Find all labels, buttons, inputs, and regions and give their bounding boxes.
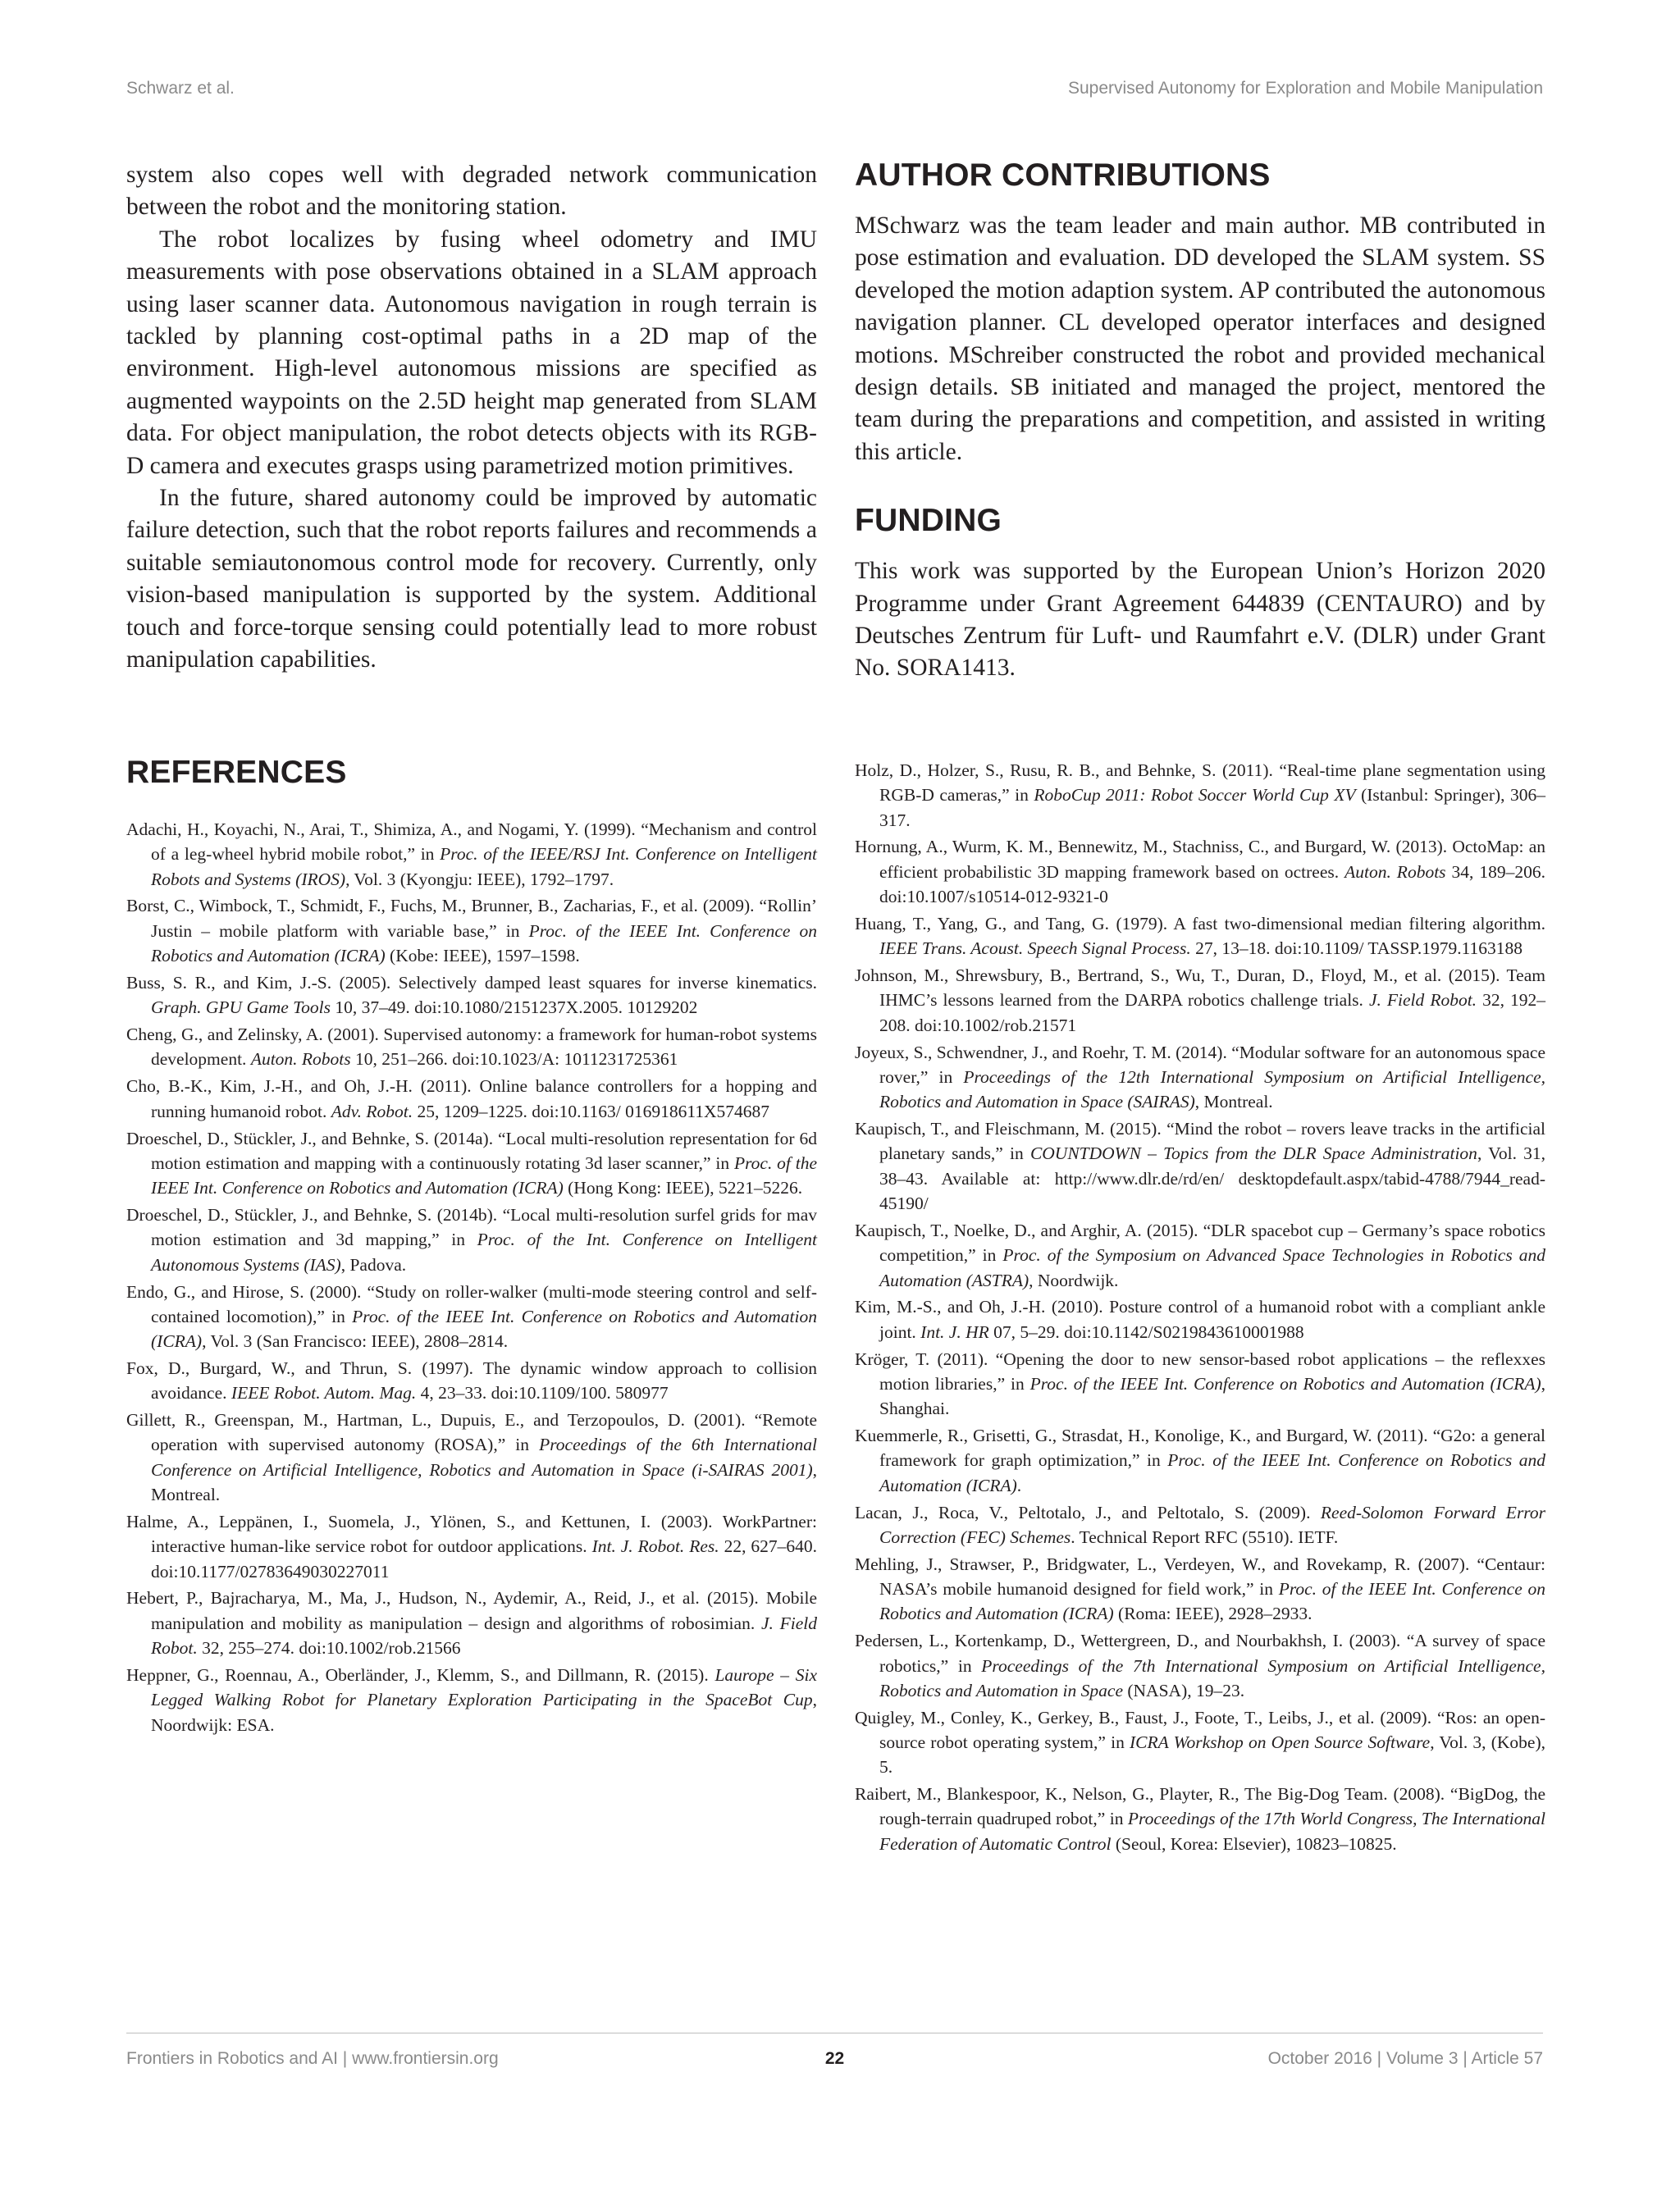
reference-text: Huang, T., Yang, G., and Tang, G. (1979). A fast two-dimensional median filtering algorithm.: [855, 913, 1545, 933]
reference-text: Kaupisch, T., Noelke, D., and Arghir, A. (2015). “DLR spacebot cup – Germany’s space robotics competition,” in: [855, 1220, 1545, 1266]
reference-details: (Hong Kong: IEEE), 5221–5226.: [563, 1178, 803, 1198]
reference-venue: Auton. Robots: [250, 1049, 351, 1070]
body-paragraph-1: system also copes well with degraded network communication between the robot and the monitoring station.: [126, 162, 817, 221]
right-body-column: [855, 157, 1545, 685]
reference-venue: J. Field Robot.: [151, 1613, 817, 1659]
reference-venue: Proceedings of the 6th International Conference on Artificial Intelligence, Robotics and Automation in Space (i-SAIRAS 2001): [151, 1435, 817, 1480]
reference-details: 27, 13–18. doi:10.1109/ TASSP.1979.1163188: [1190, 938, 1523, 959]
header-authors: Schwarz et al.: [126, 79, 235, 98]
reference-venue: RoboCup 2011: Robot Soccer World Cup XV: [1034, 785, 1356, 806]
reference-text: Hornung, A., Wurm, K. M., Bennewitz, M., Stachniss, C., and Burgard, W. (2013). OctoMap: an efficient probabilistic 3D mapping framework based on octrees.: [855, 837, 1545, 882]
reference-venue: Proc. of the Symposium on Advanced Space Technologies in Robotics and Automation (ASTRA): [879, 1245, 1545, 1290]
reference-details: , Noordwijk.: [1029, 1270, 1119, 1290]
footer-issue: October 2016 | Volume 3 | Article 57: [1267, 2049, 1543, 2068]
footer-journal: Frontiers in Robotics and AI | www.frontiersin.org: [126, 2049, 499, 2068]
reference-venue: ICRA Workshop on Open Source Software: [1130, 1732, 1431, 1752]
left-body-column: [126, 159, 817, 677]
reference-venue: Int. J. Robot. Res.: [591, 1536, 719, 1557]
reference-details: , Vol. 3 (San Francisco: IEEE), 2808–2814.: [202, 1331, 509, 1352]
reference-text: Holz, D., Holzer, S., Rusu, R. B., and Behnke, S. (2011). “Real-time plane segmentation using RGB-D cameras,” in: [855, 760, 1545, 806]
reference-details: 07, 5–29. doi:10.1142/S0219843610001988: [988, 1321, 1304, 1342]
reference-details: , Noordwijk: ESA.: [151, 1690, 817, 1735]
reference-details: , Montreal.: [151, 1459, 817, 1505]
reference-venue: Proceedings of the 7th International Symposium on Artificial Intelligence, Robotics and Automation in Space: [879, 1655, 1545, 1700]
reference-entry: [126, 1408, 817, 1507]
reference-venue: J. Field Robot.: [1368, 990, 1477, 1011]
header-running-title: Supervised Autonomy for Exploration and Mobile Manipulation: [1067, 79, 1543, 98]
reference-details: 25, 1209–1225. doi:10.1163/ 016918611X574687: [413, 1101, 770, 1121]
reference-venue: Proc. of the IEEE Int. Conference on Robotics and Automation (ICRA): [879, 1450, 1545, 1495]
reference-venue: Proc. of the IEEE Int. Conference on Robotics and Automation (ICRA): [151, 920, 818, 966]
reference-details: (Seoul, Korea: Elsevier), 10823–10825.: [1111, 1833, 1397, 1854]
reference-text: Pedersen, L., Kortenkamp, D., Wettergreen, D., and Nourbakhsh, I. (2003). “A survey of space robotics,” in: [855, 1631, 1545, 1676]
reference-entry: [126, 1022, 817, 1072]
reference-details: 10, 37–49. doi:10.1080/2151237X.2005. 10129202: [331, 997, 698, 1018]
reference-venue: Proc. of the IEEE Int. Conference on Robotics and Automation (ICRA): [151, 1306, 818, 1352]
reference-entry: [855, 834, 1545, 909]
reference-entry: [855, 1705, 1545, 1780]
reference-venue: Adv. Robot.: [331, 1101, 413, 1121]
reference-entry: [855, 911, 1545, 961]
reference-entry: [855, 963, 1545, 1038]
reference-details: . Technical Report RFC (5510). IETF.: [1071, 1527, 1339, 1547]
reference-entry: [126, 1280, 817, 1354]
reference-entry: [126, 1586, 817, 1660]
reference-text: Cheng, G., and Zelinsky, A. (2001). Supervised autonomy: a framework for human-robot systems development.: [126, 1025, 817, 1070]
reference-venue: Laurope – Six Legged Walking Robot for Planetary Exploration Participating in the SpaceBot Cup: [151, 1664, 817, 1710]
funding-text: This work was supported by the European Union’s Horizon 2020 Programme under Grant Agreement 644839 (CENTAURO) and by Deutsches Zentrum für Luft- und Raumfahrt e.V. (DLR) under Grant No. SORA1413.: [855, 558, 1545, 682]
reference-venue: Proceedings of the 17th World Congress, The International Federation of Automatic Control: [879, 1809, 1545, 1854]
references-heading: REFERENCES: [126, 755, 347, 790]
reference-details: (NASA), 19–23.: [1123, 1680, 1245, 1700]
reference-details: , Padova.: [340, 1254, 407, 1275]
reference-entry: [855, 1040, 1545, 1115]
reference-details: .: [1016, 1475, 1022, 1495]
reference-details: 32, 192–208. doi:10.1002/rob.21571: [879, 990, 1545, 1035]
reference-details: 34, 189–206. doi:10.1007/s10514-012-9321-0: [879, 861, 1545, 907]
reference-text: Kröger, T. (2011). “Opening the door to new sensor-based robot applications – the reflexxes motion libraries,” in: [855, 1349, 1545, 1394]
reference-entry: [855, 1628, 1545, 1703]
reference-entry: [126, 893, 817, 968]
reference-text: Buss, S. R., and Kim, J.-S. (2005). Selectively damped least squares for inverse kinematics.: [126, 972, 817, 993]
reference-text: Heppner, G., Roennau, A., Oberländer, J., Klemm, S., and Dillmann, R. (2015).: [126, 1664, 715, 1685]
reference-details: , Montreal.: [1194, 1092, 1273, 1112]
reference-details: (Kobe: IEEE), 1597–1598.: [385, 946, 580, 966]
reference-details: (Istanbul: Springer), 306–317.: [879, 785, 1545, 830]
reference-entry: [126, 1356, 817, 1406]
reference-venue: Int. J. HR: [920, 1321, 989, 1342]
reference-entry: [855, 1423, 1545, 1498]
reference-venue: Proc. of the IEEE Int. Conference on Robotics and Automation (ICRA): [879, 1579, 1545, 1624]
reference-text: Joyeux, S., Schwendner, J., and Roehr, T. M. (2014). “Modular software for an autonomous space rover,” in: [855, 1042, 1545, 1087]
author-contributions-text: MSchwarz was the team leader and main author. MB contributed in pose estimation and evaluation. DD developed the SLAM system. SS developed the motion adaption system. AP contributed the autonomous navigation planner. CL developed operator interfaces and designed motions. MSchreiber constructed the robot and provided mechanical design details. SB initiated and managed the project, mentored the team during the preparations and competition, and assisted in writing this article.: [855, 212, 1545, 465]
reference-entry: [126, 1203, 817, 1277]
reference-entry: [855, 758, 1545, 833]
body-paragraph-3: In the future, shared autonomy could be improved by automatic failure detection, such that the robot reports failures and recommends a suitable semiautonomous control mode for recovery. Currently, only vision-based manipulation is supported by the system. Additional touch and force-torque sensing could potentially lead to more robust manipulation capabilities.: [126, 485, 817, 673]
reference-details: , Vol. 31, 38–43. Available at: http://www.dlr.de/rd/en/ desktopdefault.aspx/tabid-4788/7944_read-45190/: [879, 1143, 1546, 1214]
reference-details: , Vol. 3 (Kyongju: IEEE), 1792–1797.: [345, 869, 614, 889]
reference-venue: Graph. GPU Game Tools: [151, 997, 331, 1018]
reference-text: Kim, M.-S., and Oh, J.-H. (2010). Posture control of a humanoid robot with a compliant ankle joint.: [855, 1297, 1545, 1342]
reference-text: Quigley, M., Conley, K., Gerkey, B., Faust, J., Foote, T., Leibs, J., et al. (2009). “Ros: an open-source robot operating system,” in: [855, 1707, 1545, 1752]
reference-text: Droeschel, D., Stückler, J., and Behnke, S. (2014a). “Local multi-resolution representation for 6d motion estimation and mapping with a continuously rotating 3d laser scanner,” in: [126, 1128, 817, 1173]
reference-text: Cho, B.-K., Kim, J.-H., and Oh, J.-H. (2011). Online balance controllers for a hopping and running humanoid robot.: [126, 1076, 817, 1121]
reference-text: Hebert, P., Bajracharya, M., Ma, J., Hudson, N., Aydemir, A., Reid, J., et al. (2015). Mobile manipulation and mobility as manipulation – design and algorithms of robosimian.: [126, 1588, 817, 1633]
reference-text: Raibert, M., Blankespoor, K., Nelson, G., Playter, R., The Big-Dog Team. (2008). “BigDog, the rough-terrain quadruped robot,” in: [855, 1784, 1545, 1829]
page-number: 22: [824, 2049, 845, 2068]
reference-details: 10, 251–266. doi:10.1023/A: 1011231725361: [350, 1049, 678, 1070]
reference-text: Borst, C., Wimbock, T., Schmidt, F., Fuchs, M., Brunner, B., Zacharias, F., et al. (2009). “Rollin’ Justin – mobile platform with variable base,” in: [126, 896, 817, 941]
reference-details: (Roma: IEEE), 2928–2933.: [1113, 1604, 1312, 1624]
reference-details: 22, 627–640. doi:10.1177/02783649030227011: [151, 1536, 817, 1582]
reference-entry: [126, 970, 817, 1020]
body-paragraph-2: The robot localizes by fusing wheel odometry and IMU measurements with pose observations obtained in a SLAM approach using laser scanner data. Autonomous navigation in rough terrain is tackled by planning cost-optimal paths in a 2D map of the environment. High-level autonomous missions are specified as augmented waypoints on the 2.5D height map generated from SLAM data. For object manipulation, the robot detects objects with its RGB-D camera and executes grasps using parametrized motion primitives.: [126, 226, 817, 479]
reference-entry: [126, 817, 817, 892]
reference-entry: [126, 1663, 817, 1737]
reference-entry: [855, 1116, 1545, 1216]
reference-text: Halme, A., Leppänen, I., Suomela, J., Ylönen, S., and Kettunen, I. (2003). WorkPartner: interactive human-like service robot for outdoor applications.: [126, 1511, 817, 1557]
reference-entry: [855, 1782, 1545, 1856]
reference-entry: [855, 1218, 1545, 1293]
author-contributions-heading: AUTHOR CONTRIBUTIONS: [855, 157, 1271, 193]
reference-venue: COUNTDOWN – Topics from the DLR Space Administration: [1029, 1143, 1477, 1164]
reference-text: Droeschel, D., Stückler, J., and Behnke, S. (2014b). “Local multi-resolution surfel grids for mav motion estimation and 3d mapping,” in: [126, 1205, 817, 1250]
reference-details: , Shanghai.: [879, 1373, 1545, 1419]
reference-text: Gillett, R., Greenspan, M., Hartman, L., Dupuis, E., and Terzopoulos, D. (2001). “Remote operation with supervised autonomy (ROSA),” in: [126, 1410, 817, 1455]
reference-text: Kuemmerle, R., Grisetti, G., Strasdat, H., Konolige, K., and Burgard, W. (2011). “G2o: a general framework for graph optimization,” in: [855, 1426, 1545, 1471]
reference-entry: [855, 1500, 1545, 1550]
reference-venue: Proc. of the IEEE/RSJ Int. Conference on Intelligent Robots and Systems (IROS): [151, 844, 817, 889]
reference-venue: Proc. of the IEEE Int. Conference on Robotics and Automation (ICRA): [151, 1152, 818, 1198]
references-right-list: [855, 758, 1545, 1859]
reference-entry: [855, 1552, 1545, 1627]
reference-text: Fox, D., Burgard, W., and Thrun, S. (1997). The dynamic window approach to collision avoidance.: [126, 1358, 817, 1404]
reference-entry: [126, 1509, 817, 1584]
reference-text: Endo, G., and Hirose, S. (2000). “Study on roller-walker (multi-mode steering control and self-contained locomotion),” in: [126, 1281, 817, 1326]
funding-heading: FUNDING: [855, 503, 1002, 539]
reference-venue: Auton. Robots: [1344, 861, 1446, 882]
reference-details: 4, 23–33. doi:10.1109/100. 580977: [416, 1383, 669, 1404]
reference-entry: [855, 1294, 1545, 1344]
reference-venue: Proceedings of the 12th International Symposium on Artificial Intelligence, Robotics and Automation in Space (SAIRAS): [879, 1066, 1545, 1112]
reference-venue: Reed-Solomon Forward Error Correction (FEC) Schemes: [879, 1502, 1545, 1547]
reference-text: Kaupisch, T., and Fleischmann, M. (2015). “Mind the robot – rovers leave tracks in the artificial planetary sands,” in: [855, 1119, 1545, 1164]
reference-text: Lacan, J., Roca, V., Peltotalo, J., and Peltotalo, S. (2009).: [855, 1502, 1321, 1522]
reference-text: Johnson, M., Shrewsbury, B., Bertrand, S., Wu, T., Duran, D., Floyd, M., et al. (2015). Team IHMC’s lessons learned from the DARPA robotics challenge trials.: [855, 965, 1545, 1011]
reference-entry: [855, 1347, 1545, 1422]
reference-details: 32, 255–274. doi:10.1002/rob.21566: [197, 1638, 461, 1659]
reference-entry: [126, 1126, 817, 1201]
reference-text: Mehling, J., Strawser, P., Bridgwater, L., Verdeyen, W., and Rovekamp, R. (2007). “Centaur: NASA’s mobile humanoid designed for field work,” in: [855, 1554, 1545, 1600]
references-left-list: [126, 817, 817, 1739]
reference-details: , Vol. 3, (Kobe), 5.: [879, 1732, 1545, 1778]
reference-text: Adachi, H., Koyachi, N., Arai, T., Shimiza, A., and Nogami, Y. (1999). “Mechanism and control of a leg-wheel hybrid mobile robot,” in: [126, 819, 817, 865]
reference-venue: IEEE Robot. Autom. Mag.: [231, 1383, 417, 1404]
reference-venue: Proc. of the IEEE Int. Conference on Robotics and Automation (ICRA): [1029, 1373, 1541, 1394]
reference-venue: Proc. of the Int. Conference on Intelligent Autonomous Systems (IAS): [151, 1230, 817, 1275]
reference-entry: [126, 1074, 817, 1124]
reference-venue: IEEE Trans. Acoust. Speech Signal Process.: [879, 938, 1191, 959]
